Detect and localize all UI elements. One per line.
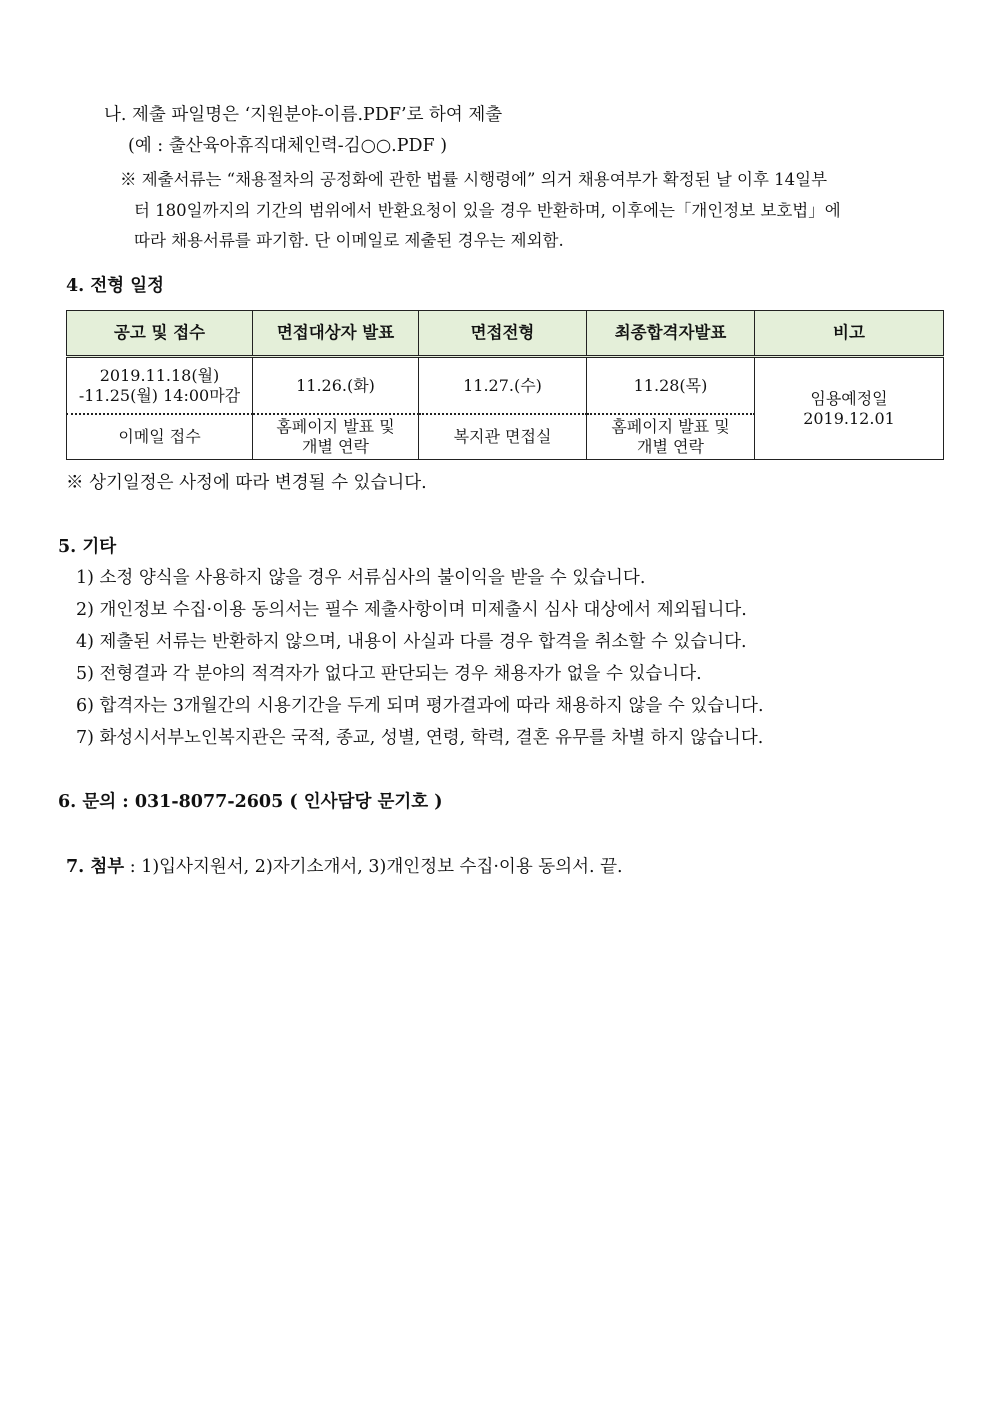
method-line: 홈페이지 발표 및 xyxy=(611,417,730,436)
document-return-note-1: ※ 제출서류는 “채용절차의 공정화에 관한 법률 시행령에” 의거 채용여부가 확정된 날 이후 14일부 xyxy=(120,170,828,189)
schedule-table xyxy=(66,310,944,460)
attachments-label: 7. 첨부 xyxy=(66,857,125,877)
method-line: 개별 연락 xyxy=(637,437,704,456)
remark-cell xyxy=(755,357,944,460)
attachments-text: : 1)입사지원서, 2)자기소개서, 3)개인정보 수집·이용 동의서. 끝. xyxy=(124,857,623,877)
document-return-note-3: 따라 채용서류를 파기함. 단 이메일로 제출된 경우는 제외함. xyxy=(134,231,564,250)
interview-date: 11.27.(수) xyxy=(419,357,587,415)
header-cell: 비고 xyxy=(755,311,944,357)
filename-example: (예 : 출산육아휴직대체인력-김○○.PDF ) xyxy=(128,136,448,156)
list-item: 4) 제출된 서류는 반환하지 않으며, 내용이 사실과 다를 경우 합격을 취소할 수 있습니다. xyxy=(76,632,747,652)
schedule-header-row xyxy=(67,311,944,357)
list-item: 2) 개인정보 수집·이용 동의서는 필수 제출사항이며 미제출시 심사 대상에서 제외됩니다. xyxy=(76,600,747,620)
final-result-date: 11.28(목) xyxy=(587,357,755,415)
header-cell: 최종합격자발표 xyxy=(587,311,755,357)
list-item: 6) 합격자는 3개월간의 시용기간을 두게 되며 평가결과에 따라 채용하지 않을 수 있습니다. xyxy=(76,696,764,716)
attachments-line xyxy=(66,855,623,879)
method-line: 개별 연락 xyxy=(302,437,369,456)
header-cell: 면접대상자 발표 xyxy=(253,311,419,357)
application-deadline: -11.25(월) 14:00마감 xyxy=(78,385,241,405)
application-period-cell xyxy=(67,357,253,415)
list-item: 7) 화성시서부노인복지관은 국적, 종교, 성별, 연령, 학력, 결혼 유무를 차별 하지 않습니다. xyxy=(76,728,764,748)
submission-filename-line: 나. 제출 파일명은 ‘지원분야-이름.PDF’로 하여 제출 xyxy=(104,105,503,125)
final-result-method xyxy=(587,414,755,460)
header-cell: 면접전형 xyxy=(419,311,587,357)
section5-title: 5. 기타 xyxy=(58,537,117,557)
remark-date: 2019.12.01 xyxy=(803,408,895,428)
application-start: 2019.11.18(월) xyxy=(99,365,220,385)
interview-list-date: 11.26.(화) xyxy=(253,357,419,415)
schedule-footnote: ※ 상기일정은 사정에 따라 변경될 수 있습니다. xyxy=(66,473,427,493)
section4-title: 4. 전형 일정 xyxy=(66,276,165,296)
method-line: 홈페이지 발표 및 xyxy=(276,417,395,436)
schedule-date-row xyxy=(67,357,944,415)
interview-list-method xyxy=(253,414,419,460)
contact-line: 6. 문의 : 031-8077-2605 ( 인사담당 문기호 ) xyxy=(58,792,443,812)
header-cell: 공고 및 접수 xyxy=(67,311,253,357)
list-item: 5) 전형결과 각 분야의 적격자가 없다고 판단되는 경우 채용자가 없을 수 있습니다. xyxy=(76,664,702,684)
document-return-note-2: 터 180일까지의 기간의 범위에서 반환요청이 있을 경우 반환하며, 이후에는「개인정보 보호법」에 xyxy=(134,201,841,220)
list-item: 1) 소정 양식을 사용하지 않을 경우 서류심사의 불이익을 받을 수 있습니다. xyxy=(76,568,646,588)
remark-label: 임용예정일 xyxy=(810,388,888,408)
application-method: 이메일 접수 xyxy=(67,414,253,460)
interview-location: 복지관 면접실 xyxy=(419,414,587,460)
